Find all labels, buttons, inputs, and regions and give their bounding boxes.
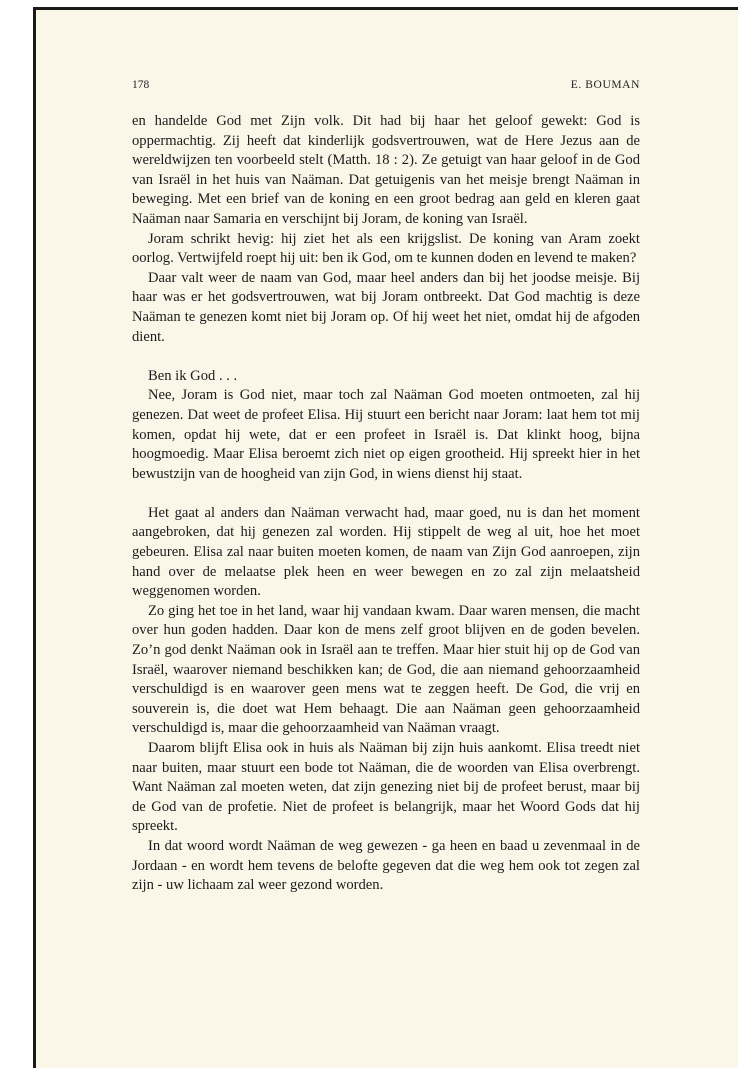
paragraph: Nee, Joram is God niet, maar toch zal Naäman God moeten ontmoeten, zal hij genezen. Dat weet de profeet Elisa. Hij stuurt een bericht naar Joram: laat hem tot mij komen, opdat hij wete, dat er een profeet in Israël is. Dat klinkt hoog, bijna hoogmoedig. Maar Elisa beroemt zich niet op eigen grootheid. Hij spreekt hier in het bewustzijn van de hoogheid van zijn God, in wiens dienst hij staat. xyxy=(132,387,640,482)
page-number: 178 xyxy=(132,79,150,91)
page-header xyxy=(132,79,640,97)
paragraph: Zo ging het toe in het land, waar hij vandaan kwam. Daar waren mensen, die macht over hun goden hadden. Daar kon de mens zelf groot blijven en de goden bevelen. Zo’n god denkt Naäman ook in Israël aan te treffen. Maar hier stuit hij op de God van Israël, waarover niemand beschikken kan; de God, die aan niemand gehoorzaamheid verschuldigd is en waarover geen mens wat te zeggen heeft. De God, die vrij en souverein is, die doet wat Hem behaagt. Die aan Naäman geen gehoorzaamheid verschuldigd is, maar die gehoorzaamheid van Naäman vraagt. xyxy=(132,602,640,737)
paragraph: Daar valt weer de naam van God, maar heel anders dan bij het joodse meisje. Bij haar was er het godsvertrouwen, wat bij Joram ontbreekt. Dat God machtig is deze Naäman te genezen komt niet bij Joram op. Of hij weet het niet, omdat hij de afgoden dient. xyxy=(132,269,640,345)
paragraph: Joram schrikt hevig: hij ziet het als een krijgslist. De koning van Aram zoekt oorlog. Vertwijfeld roept hij uit: ben ik God, om te kunnen doden en levend te maken? xyxy=(132,230,640,267)
paragraph: Daarom blijft Elisa ook in huis als Naäman bij zijn huis aankomt. Elisa treedt niet naar buiten, maar stuurt een bode tot Naäman, die de woorden van Elisa overbrengt. Want Naäman zal moeten weten, dat zijn genezing niet bij de profeet berust, maar bij de God van de profetie. Niet de profeet is belangrijk, maar het Woord Gods dat hij spreekt. xyxy=(132,740,640,835)
paragraph-gap xyxy=(132,347,640,367)
paragraph: Ben ik God . . . xyxy=(148,367,238,384)
paragraph: Het gaat al anders dan Naäman verwacht had, maar goed, nu is dan het moment aangebroken, dat hij genezen zal worden. Hij stippelt de weg al uit, hoe het moet gebeuren. Elisa zal naar buiten moeten komen, de naam van Zijn God aanroepen, zijn hand over de melaatse plek heen en weer bewegen en zo zal zijn melaatsheid weggenomen worden. xyxy=(132,504,640,600)
running-head: E. BOUMAN xyxy=(570,79,640,91)
body-text xyxy=(132,112,640,896)
paragraph-gap xyxy=(132,484,640,504)
paragraph: en handelde God met Zijn volk. Dit had bij haar het geloof gewekt: God is oppermachtig. Zij heeft dat kinderlijk godsvertrouwen, wat de Here Jezus aan de wereldwijzen ten voorbeeld stelt (Matth. 18 : 2). Ze getuigt van haar geloof in de God van Israël in het huis van Naäman. Dat getuigenis van het meisje brengt Naäman in beweging. Met een brief van de koning en een groot bedrag aan geld en kleren gaat Naäman naar Samaria en verschijnt bij Joram, de koning van Israël. xyxy=(132,113,640,227)
paragraph: In dat woord wordt Naäman de weg gewezen - ga heen en baad u zevenmaal in de Jordaan - en wordt hem tevens de belofte gegeven dat die weg hem ook tot zegen zal zijn - uw lichaam zal weer gezond worden. xyxy=(132,837,640,894)
